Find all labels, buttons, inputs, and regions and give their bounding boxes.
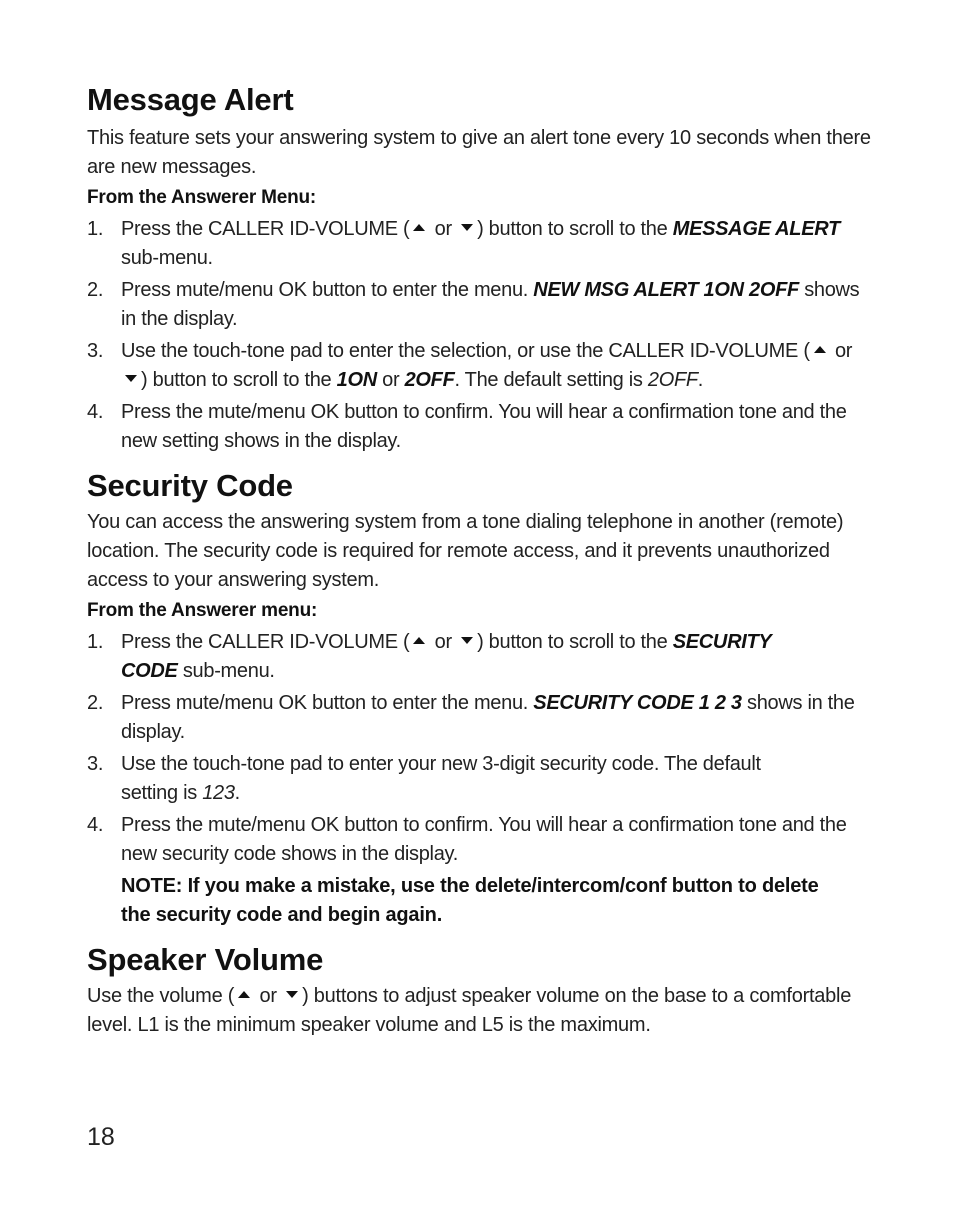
step-number: 1. xyxy=(87,218,104,240)
list-item xyxy=(87,689,877,747)
step-text: Press the mute/menu OK button to confirm. You will hear a confirmation tone and the new security code shows in the display. xyxy=(121,814,847,865)
body-text: ) buttons to adjust speaker volume on the base to a comfortable level. L1 is the minimum speaker volume and L5 is the maximum. xyxy=(87,985,852,1036)
step-text: ) button to scroll to the xyxy=(477,218,673,240)
up-arrow-icon xyxy=(814,346,826,353)
step-text: sub-menu. xyxy=(177,660,275,682)
default-value: 2OFF xyxy=(647,369,698,391)
display-text: MESSAGE ALERT xyxy=(672,218,840,240)
page-content xyxy=(87,80,877,1040)
step-text: ) button to scroll to the xyxy=(477,631,673,653)
step-text: Press mute/menu OK button to enter the menu. xyxy=(121,279,534,301)
section-title: Speaker Volume xyxy=(87,942,324,977)
step-number: 4. xyxy=(87,401,104,423)
steps-list xyxy=(87,215,877,456)
display-text: 1ON xyxy=(336,369,377,391)
step-text: or xyxy=(429,218,458,240)
down-arrow-icon xyxy=(461,637,473,644)
list-item xyxy=(87,276,877,334)
display-text: SECURITY CODE 1 2 3 xyxy=(533,692,742,714)
section-intro xyxy=(87,982,877,1040)
down-arrow-icon xyxy=(461,224,473,231)
up-arrow-icon xyxy=(413,637,425,644)
step-text: Press the mute/menu OK button to confirm. You will hear a confirmation tone and the new setting shows in the display. xyxy=(121,401,847,452)
step-text: Use the touch-tone pad to enter the selection, or use the CALLER ID-VOLUME ( xyxy=(121,340,810,362)
subheading: From the Answerer Menu: xyxy=(87,187,317,208)
list-item xyxy=(87,628,877,686)
page-number: 18 xyxy=(87,1123,115,1151)
step-text: sub-menu. xyxy=(121,247,213,269)
section-intro: You can access the answering system from a tone dialing telephone in another (remote) location. The security code is required for remote access, and it prevents unauthorized access to your answering system. xyxy=(87,511,844,591)
up-arrow-icon xyxy=(238,991,250,998)
step-number: 1. xyxy=(87,631,104,653)
step-text: . xyxy=(234,782,240,804)
down-arrow-icon xyxy=(286,991,298,998)
step-number: 2. xyxy=(87,279,104,301)
step-text: or xyxy=(376,369,405,391)
security-code-section xyxy=(87,466,877,930)
list-item xyxy=(87,398,877,456)
step-text: Press the CALLER ID-VOLUME ( xyxy=(121,631,410,653)
up-arrow-icon xyxy=(413,224,425,231)
step-text: shows in the display. xyxy=(121,279,860,330)
step-text: or xyxy=(429,631,458,653)
list-item xyxy=(87,750,877,808)
list-item xyxy=(87,811,877,869)
steps-list xyxy=(87,628,877,869)
display-text: NEW MSG ALERT 1ON 2OFF xyxy=(533,279,799,301)
step-text: Use the touch-tone pad to enter your new 3-digit security code. The default setting is xyxy=(121,753,761,804)
step-text: Press the CALLER ID-VOLUME ( xyxy=(121,218,410,240)
display-text: SECURITY CODE xyxy=(121,631,772,682)
step-text: or xyxy=(829,340,853,362)
section-title: Message Alert xyxy=(87,82,294,117)
step-number: 3. xyxy=(87,340,104,362)
step-text: . xyxy=(697,369,704,391)
speaker-volume-section xyxy=(87,940,877,1040)
body-text: Use the volume ( xyxy=(87,985,235,1007)
message-alert-section xyxy=(87,80,877,456)
display-text: 2OFF xyxy=(404,369,455,391)
step-number: 2. xyxy=(87,692,104,714)
body-text: or xyxy=(254,985,283,1007)
step-number: 4. xyxy=(87,814,104,836)
step-text: . The default setting is xyxy=(454,369,648,391)
step-number: 3. xyxy=(87,753,104,775)
subheading: From the Answerer menu: xyxy=(87,600,318,621)
section-title: Security Code xyxy=(87,468,293,503)
step-text: shows in the display. xyxy=(121,692,855,743)
down-arrow-icon xyxy=(125,375,137,382)
step-text: ) button to scroll to the xyxy=(141,369,337,391)
step-text: Press mute/menu OK button to enter the menu. xyxy=(121,692,534,714)
note-text: NOTE: If you make a mistake, use the delete/intercom/conf button to delete the security code and begin again. xyxy=(121,875,819,926)
default-value: 123 xyxy=(202,782,235,804)
list-item xyxy=(87,337,877,395)
list-item xyxy=(87,215,877,273)
section-intro: This feature sets your answering system to give an alert tone every 10 seconds when there are new messages. xyxy=(87,127,871,178)
